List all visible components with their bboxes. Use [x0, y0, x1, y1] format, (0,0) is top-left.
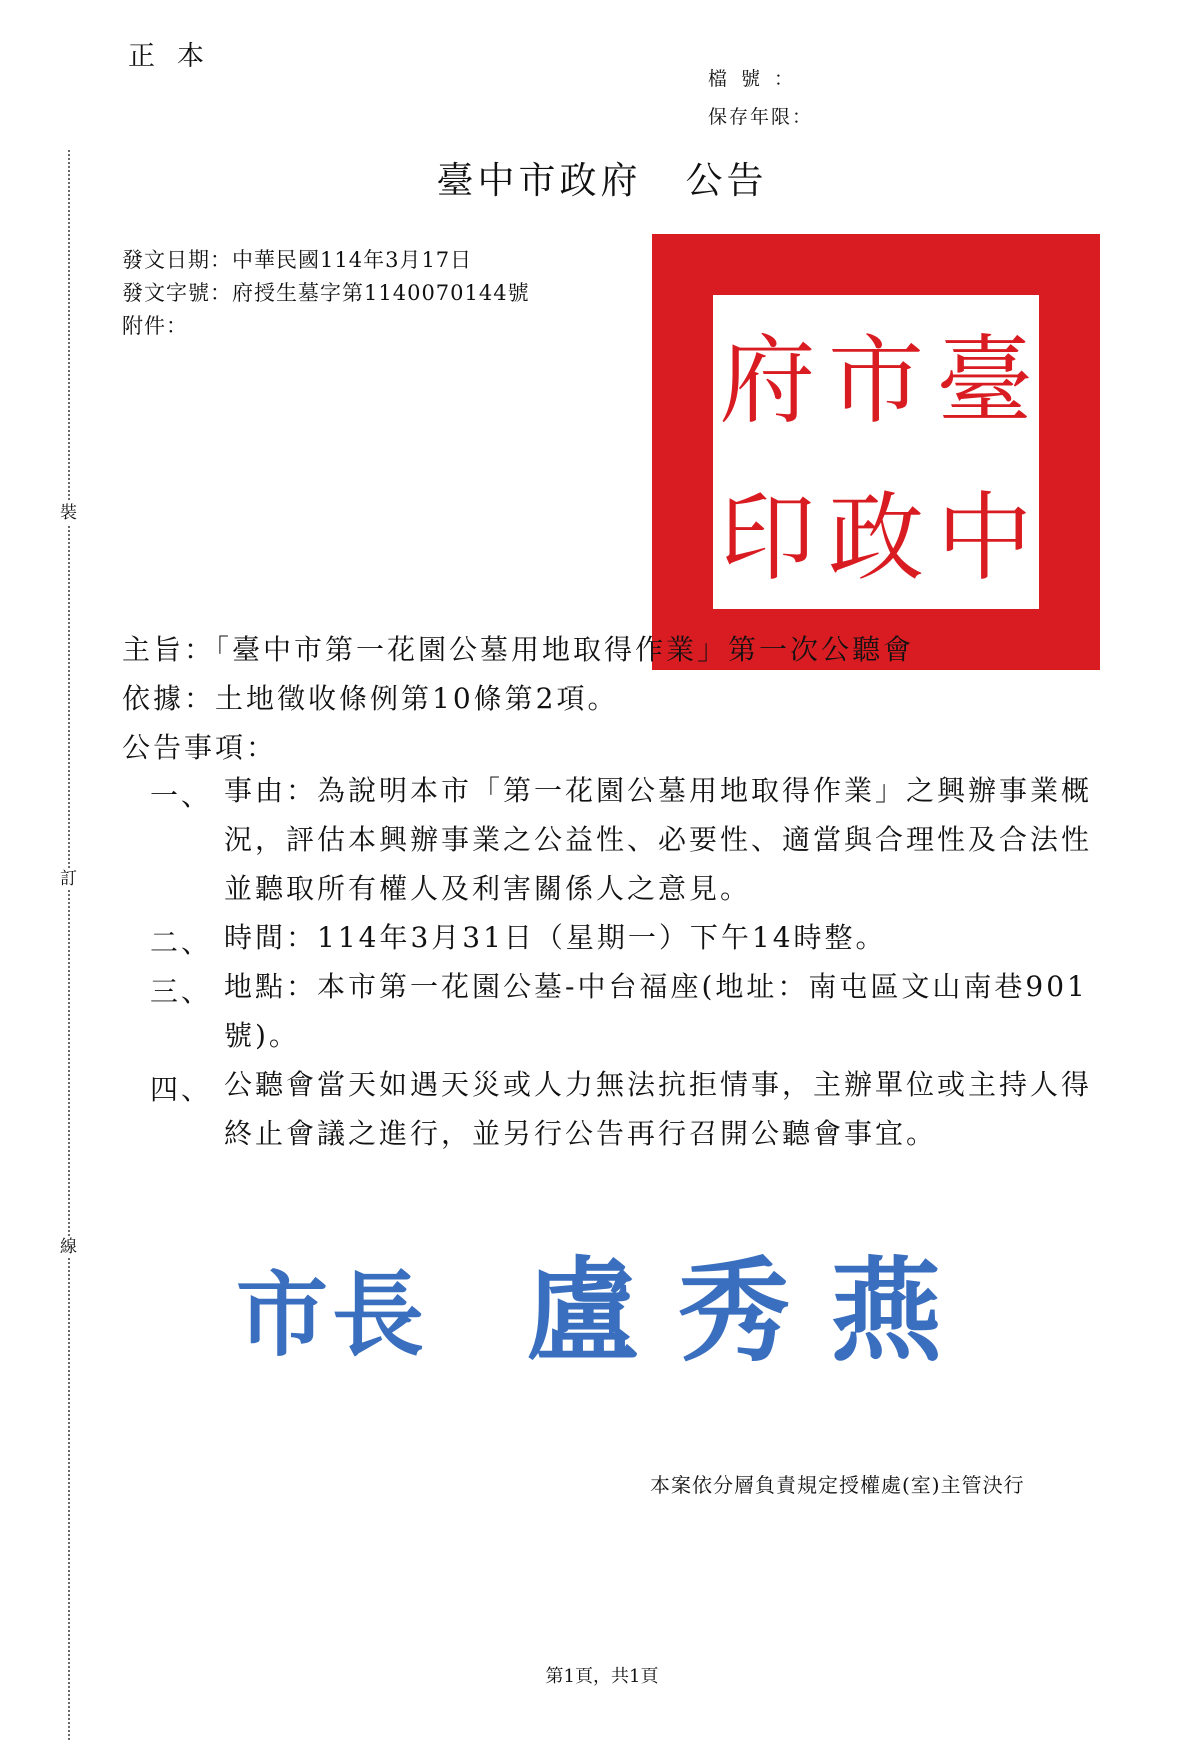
page-number: 第1頁，共1頁: [545, 1666, 659, 1687]
item-number: 一、: [150, 779, 213, 812]
title-doc-type: 公告: [685, 159, 768, 202]
mayor-name: 盧秀燕: [526, 1246, 982, 1377]
item-text: 地點：本市第一花園公墓-中台福座(地址：南屯區文山南巷901號)。: [224, 970, 1088, 1052]
issue-number: 發文字號：府授生墓字第1140070144號: [122, 281, 530, 305]
notice-item: [150, 913, 1110, 962]
copy-label: 正本: [128, 41, 226, 72]
seal-char: 印: [719, 482, 816, 594]
mayor-signature-stamp: [236, 1222, 1066, 1377]
notice-item: [150, 766, 1110, 913]
retention-period-label: 保存年限：: [708, 106, 814, 128]
binding-line: [68, 150, 70, 1740]
issue-date: 發文日期：中華民國114年3月17日: [122, 248, 473, 272]
seal-char: 臺: [936, 325, 1033, 437]
item-text: 事由：為說明本市「第一花園公墓用地取得作業」之興辦事業概況，評估本興辦事業之公益性、必要性、適當與合理性及合法性並聽取所有權人及利害關係人之意見。: [224, 774, 1093, 905]
official-seal: [652, 234, 1100, 670]
item-number: 三、: [150, 975, 213, 1008]
seal-char: 政: [828, 482, 925, 594]
archive-number-label: 檔號：: [708, 68, 808, 90]
attachment-label: 附件：: [122, 314, 188, 338]
binding-mark-line: 線: [60, 1237, 77, 1257]
binding-mark-bind: 裝: [60, 503, 77, 523]
item-number: 二、: [150, 926, 213, 959]
title-agency: 臺中市政府: [436, 159, 642, 202]
page-title: [0, 150, 1204, 204]
binding-mark-staple: 訂: [60, 869, 77, 889]
mayor-title: 市長: [236, 1261, 429, 1369]
notice-item: [150, 962, 1110, 1060]
subject-line: 主旨：「臺中市第一花園公墓用地取得作業」第一次公聽會: [122, 633, 915, 666]
seal-char: 市: [828, 325, 925, 437]
item-number: 四、: [150, 1073, 213, 1106]
delegation-note: 本案依分層負責規定授權處(室)主管決行: [650, 1473, 1025, 1497]
item-text: 時間：114年3月31日（星期一）下午14時整。: [224, 921, 887, 954]
item-text: 公聽會當天如遇天災或人力無法抗拒情事，主辦單位或主持人得終止會議之進行，並另行公告再行召開公聽會事宜。: [224, 1068, 1093, 1150]
notice-item: [150, 1060, 1110, 1158]
notice-heading: 公告事項：: [122, 731, 278, 764]
seal-char: 中: [936, 482, 1033, 594]
basis-line: 依據：土地徵收條例第10條第2項。: [122, 682, 619, 715]
seal-char: 府: [719, 325, 816, 437]
